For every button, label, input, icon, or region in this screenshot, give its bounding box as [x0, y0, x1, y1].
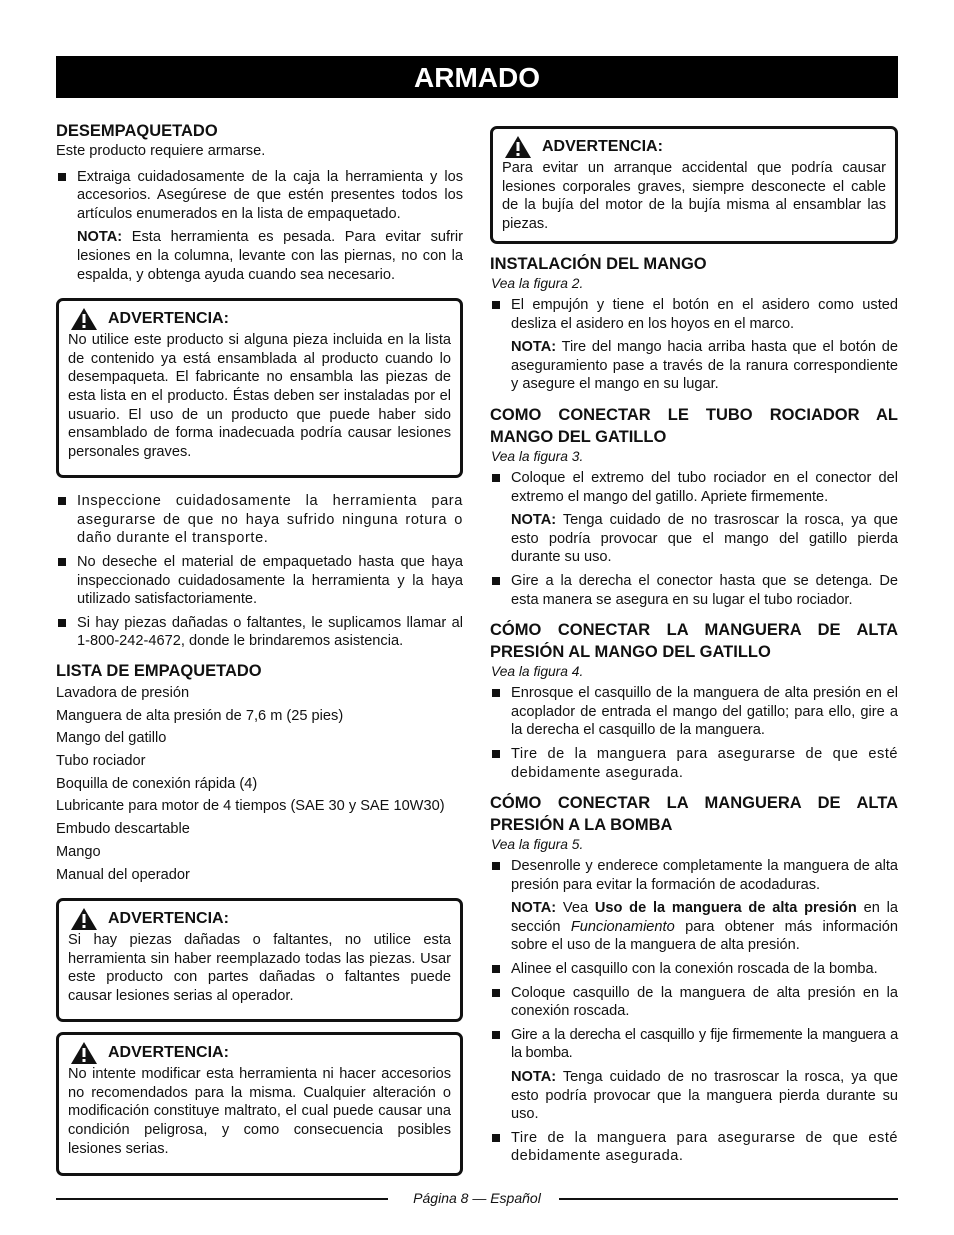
list-item: Mango [56, 843, 101, 860]
warning-title-text: ADVERTENCIA: [108, 1044, 229, 1062]
page-footer [56, 1188, 898, 1208]
note-text: Tenga cuidado de no trasroscar la rosca, ya que esto podría provocar que la manguera pierda durante su uso. [511, 1069, 898, 1123]
figure-reference: Vea la figura 4. [491, 664, 584, 680]
warning-title [70, 907, 451, 931]
list-item: Tire de la manguera para asegurarse de que esté debidamente asegurada. [490, 745, 898, 782]
note-label: NOTA: [511, 512, 557, 529]
list-item: Manual del operador [56, 866, 190, 883]
warning-text: Para evitar un arranque accidental que podría causar lesiones corporales graves, siempre desconecte el cable de la bujía del motor de la bujía misma al ensamblar las piezas. [502, 160, 886, 232]
list-item: No deseche el material de empaquetado hasta que haya inspeccionado cuidadosamente la herramienta y la haya utilizado satisfactoriamente. [56, 553, 463, 609]
warning-title-text: ADVERTENCIA: [108, 310, 229, 328]
list-item: Gire a la derecha el conector hasta que se detenga. De esta manera se asegura en su lugar el tubo rociador. [490, 572, 898, 609]
warning-title-text: ADVERTENCIA: [108, 910, 229, 928]
list-item: Lavadora de presión [56, 684, 190, 701]
note-text: para obtener más información sobre el uso de la manguera de alta presión. [511, 918, 898, 954]
note [490, 511, 898, 567]
list-item: Gire a la derecha el casquillo y fije firmemente la manguera a la bomba. [490, 1026, 898, 1063]
list-item: Boquilla de conexión rápida (4) [56, 775, 258, 792]
warning-triangle-icon [70, 907, 98, 931]
note [490, 338, 898, 394]
note-text: Vea [556, 900, 595, 917]
list-item: Manguera de alta presión de 7,6 m (25 pies) [56, 707, 344, 724]
page-title-banner: ARMADO [56, 56, 898, 98]
note-text: Esta herramienta es pesada. Para evitar sufrir lesiones en la columna, levante con las piernas, no con la espalda, y obtenga ayuda cuando sea necesario. [77, 229, 463, 283]
list-item: Coloque el extremo del tubo rociador en el conector del extremo el mango del gatillo. Apriete firmemente. [490, 469, 898, 506]
list-item: Enrosque el casquillo de la manguera de alta presión en el acoplador de entrada el mango del gatillo; para ello, gire a la derecha el casquillo de la manguera. [490, 684, 898, 740]
figure-reference: Vea la figura 2. [491, 276, 584, 291]
warning-text: No intente modificar esta herramienta ni hacer accesorios no recomendados para la misma. Cualquier alteración o modificación constituye maltrato, el cual puede causar una condición peligrosa, y como consecuencia posibles lesiones serias. [68, 1066, 451, 1157]
warning-triangle-icon [70, 307, 98, 331]
packing-list [56, 682, 463, 886]
list-item: Alinee el casquillo con la conexión roscada de la bomba. [490, 960, 898, 979]
list-item: Mango del gatillo [56, 730, 167, 747]
warning-title [70, 1041, 451, 1065]
section-title-manguera-mango: CÓMO CONECTAR LA MANGUERA DE ALTA PRESIÓN AL MANGO DEL GATILLO [490, 621, 898, 662]
note-emphasis: Uso de la manguera de alta presión [594, 900, 857, 917]
desempaquetado-intro: Este producto requiere armarse. [56, 143, 266, 159]
warning-title [70, 307, 451, 331]
page-number: Página 8 — Español [413, 1190, 541, 1206]
section-title-manguera-bomba: CÓMO CONECTAR LA MANGUERA DE ALTA PRESIÓN A LA BOMBA [490, 794, 898, 835]
note [490, 899, 898, 955]
warning-triangle-icon [504, 135, 532, 159]
note-label: NOTA: [77, 229, 123, 246]
warning-box [56, 1032, 463, 1176]
note-text: Tenga cuidado de no trasroscar la rosca, ya que esto podría provocar que el mango del gatillo pierda durante su uso. [511, 512, 898, 566]
list-item: Desenrolle y enderece completamente la manguera de alta presión para evitar la formación de acodaduras. [490, 857, 898, 894]
warning-box [56, 898, 463, 1022]
note-label: NOTA: [511, 339, 557, 356]
figure-reference: Vea la figura 5. [491, 837, 584, 853]
list-item: Inspeccione cuidadosamente la herramienta para asegurarse de que no haya sufrido ninguna rotura o daño durante el transporte. [56, 492, 463, 548]
section-title-instalacion-mango: INSTALACIÓN DEL MANGO [490, 255, 707, 273]
warning-text: No utilice este producto si alguna pieza incluida en la lista de contenido ya está ensamblada al producto cuando lo desempaqueta. El fabricante no ensambla las piezas de esta lista en el producto. Éstas deben ser instaladas por el usuario. El uso de un producto que puede haber sido ensamblado de forma inadecuada podría causar lesiones personales graves. [68, 332, 451, 460]
warning-title [504, 135, 886, 159]
note [56, 228, 463, 284]
section-title-lista: LISTA DE EMPAQUETADO [56, 661, 262, 680]
warning-triangle-icon [70, 1041, 98, 1065]
list-item: Extraiga cuidadosamente de la caja la herramienta y los accesorios. Asegúrese de que estén presentes todos los artículos enumerados en la lista de empaquetado. [56, 168, 463, 224]
list-item: Tubo rociador [56, 753, 146, 770]
figure-reference: Vea la figura 3. [491, 448, 584, 464]
list-item: El empujón y tiene el botón en el asidero como usted desliza el asidero en los hoyos en el marco. [490, 296, 898, 333]
note-text: Tire del mango hacia arriba hasta que el botón de aseguramiento pase a través de la ranura correspondiente y asegure el mango en su lugar. [511, 339, 898, 393]
left-column [56, 120, 463, 1176]
note-section-name: Funcionamiento [570, 918, 675, 935]
list-item: Si hay piezas dañadas o faltantes, le suplicamos llamar al 1-800-242-4672, donde le brindaremos asistencia. [56, 614, 463, 651]
list-item: Tire de la manguera para asegurarse de que esté debidamente asegurada. [490, 1129, 898, 1166]
list-item: Embudo descartable [56, 821, 190, 838]
warning-box [56, 298, 463, 478]
list-item: Coloque casquillo de la manguera de alta presión en la conexión roscada. [490, 984, 898, 1021]
list-item: Lubricante para motor de 4 tiempos (SAE 30 y SAE 10W30) [56, 798, 445, 815]
section-title-tubo-rociador: COMO CONECTAR LE TUBO ROCIADOR AL MANGO DEL GATILLO [490, 405, 898, 446]
warning-box [490, 126, 898, 244]
section-title-desempaquetado: DESEMPAQUETADO [56, 122, 218, 140]
warning-title-text: ADVERTENCIA: [542, 138, 663, 155]
note [490, 1068, 898, 1124]
note-text: en la sección [511, 900, 898, 935]
right-column [490, 126, 898, 1171]
warning-text: Si hay piezas dañadas o faltantes, no utilice esta herramienta sin haber reemplazado todas las piezas. Usar este producto con partes dañadas o faltantes puede causar lesiones serias al operador. [68, 932, 451, 1005]
note-label: NOTA: [511, 900, 557, 917]
note-label: NOTA: [511, 1069, 557, 1086]
